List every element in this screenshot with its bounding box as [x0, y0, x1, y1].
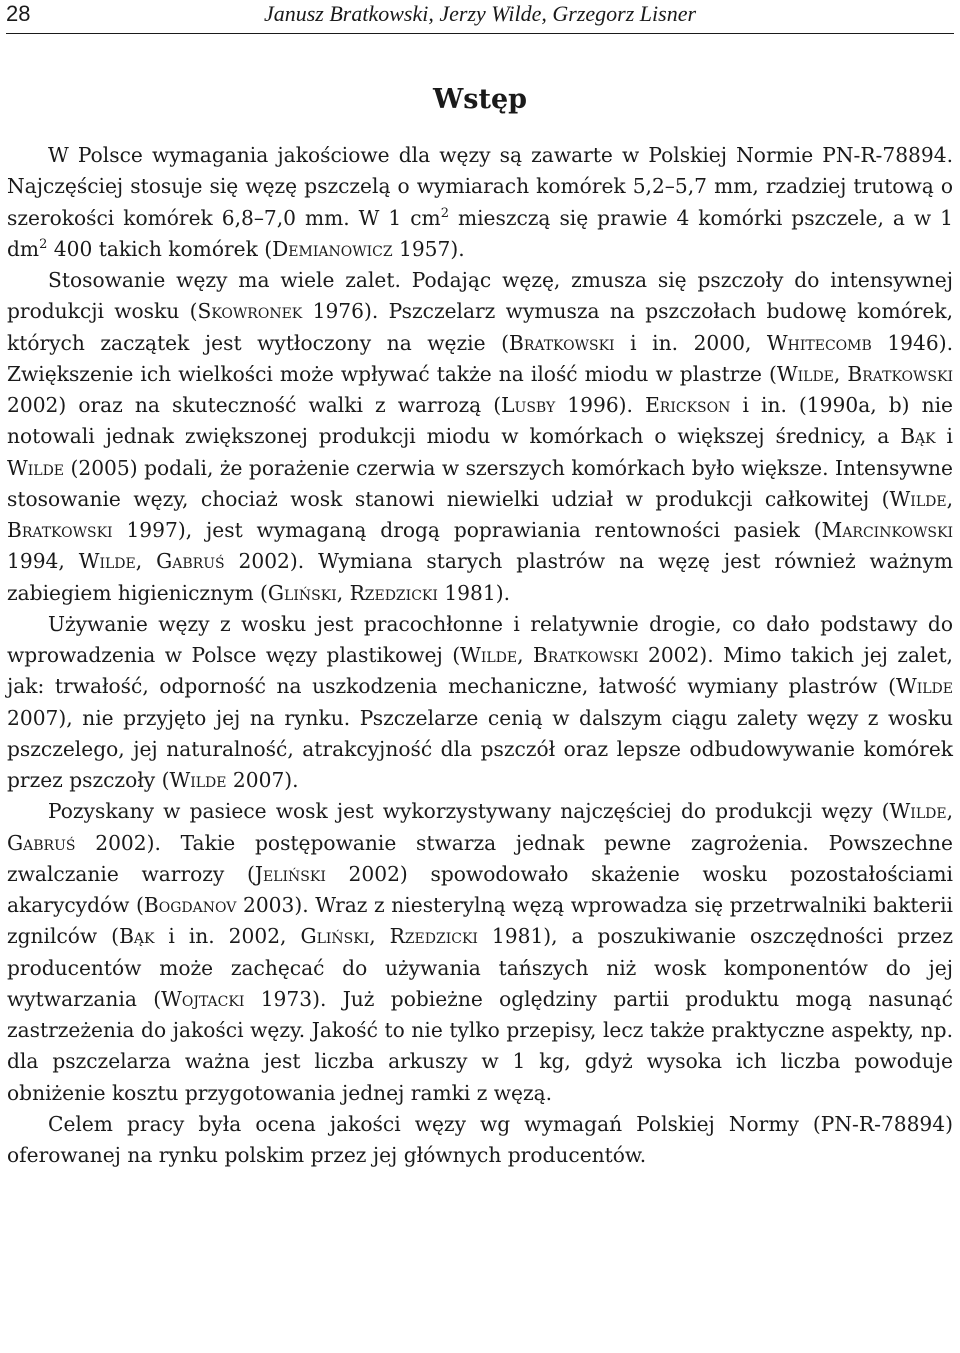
text-run: 2002) oraz na skuteczność walki z warrozą (	[7, 393, 502, 417]
citation-author: Wilde	[460, 643, 518, 667]
citation-author: Bogdanov	[143, 893, 237, 917]
text-run: 1981), a poszukiwanie oszczędności przez producentów może zachęcać do używania tańszych niż wosk komponentów do jej wytwarzania (	[7, 924, 953, 1011]
paragraph	[7, 1109, 953, 1172]
text-run: Celem pracy była ocena jakości węzy wg wymagań Polskiej Normy (PN-R-78894) oferowanej na rynku polskim przez jej głównych producentów.	[7, 1111, 953, 1167]
paragraph	[7, 140, 953, 265]
citation-author: Wilde	[889, 799, 947, 824]
text-run: 2007), nie przyjęto jej na rynku. Pszczelarze cenią w dalszym ciągu zalety węzy z wosku pszczelego, jej naturalność, atrakcyjność dla pszczół oraz lepsze odbudowywanie komórek przez pszczoły (	[7, 705, 953, 792]
citation-author: Gliński	[300, 924, 370, 949]
text-run: ,	[833, 361, 848, 386]
citation-author: Wilde	[169, 768, 227, 792]
paragraph	[7, 609, 953, 797]
text-run: 1981).	[437, 580, 510, 605]
superscript: 2	[440, 205, 449, 221]
text-run: 2007).	[226, 768, 299, 792]
paragraph	[7, 265, 953, 609]
text-run: ,	[946, 486, 953, 511]
text-run: i in. (1990a, b) nie notowali jednak zwiększonej produkcji miodu w komórkach o większej średnicy, a	[7, 393, 953, 449]
citation-author: Wilde	[895, 674, 953, 699]
citation-author: Demianowicz	[272, 236, 393, 261]
text-run: 2002) spowodowało skażenie wosku pozostałościami akarycydów (	[7, 861, 954, 917]
running-header	[6, 0, 954, 30]
text-run: 2002). Mimo takich jej zalet, jak: trwałość, odporność na uszkodzenia mechaniczne, łatwość wymiany plastrów (	[7, 643, 953, 699]
text-run: (2005) podali, że porażenie czerwia w szerszych komórkach było większe. Intensywne stosowanie węzy, chociaż wosk stanowi niewielki udział w produkcji całkowitej (	[7, 455, 953, 511]
citation-author: Gabruś	[7, 830, 76, 855]
citation-author: Erickson	[645, 393, 731, 417]
text-run: ,	[517, 643, 533, 667]
text-run: W Polsce wymagania jakościowe dla węzy są zawarte w Polskiej Normie PN-R-78894. Najczęściej stosuje się węzę pszczelą o wymiarach komórek 5,2–5,7 mm, rzadziej trutową o szerokości komórek 6,8–7,0 mm. W 1 cm	[7, 143, 953, 230]
citation-author: Wojtacki	[161, 986, 245, 1011]
citation-author: Wilde	[776, 361, 834, 386]
citation-author: Marcinkowski	[821, 518, 953, 542]
citation-author: Bratkowski	[7, 518, 113, 542]
text-run: ,	[946, 799, 953, 824]
citation-author: Gliński	[267, 580, 337, 605]
citation-author: Rzedzicki	[349, 580, 438, 605]
text-run: Stosowanie węzy ma wiele zalet. Podając węzę, zmusza się pszczoły do intensywnej produkcji wosku (	[7, 268, 953, 324]
citation-author: Lusby	[501, 393, 556, 417]
text-run: 1996).	[555, 393, 646, 417]
text-run: ,	[135, 549, 157, 574]
text-run: 1997), jest wymaganą drogą poprawiania rentowności pasiek (	[112, 518, 822, 542]
citation-author: Wilde	[78, 549, 136, 574]
header-rule	[6, 33, 954, 34]
citation-author: Whitecomb	[766, 330, 872, 355]
text-run: 1957).	[392, 236, 465, 261]
running-head-authors: Janusz Bratkowski, Jerzy Wilde, Grzegorz Lisner	[263, 1, 697, 26]
text-run: i in. 2000,	[614, 330, 767, 355]
text-run: i in. 2002,	[154, 924, 301, 949]
text-run: 2002). Wymiana starych plastrów na węzę jest również ważnym zabiegiem higienicznym (	[7, 549, 954, 605]
text-run: i	[935, 424, 953, 449]
text-run: 1946). Zwiększenie ich wielkości może wpływać także na ilość miodu w plastrze (	[7, 330, 954, 386]
body-text	[7, 140, 953, 1171]
section-title: Wstęp	[432, 84, 528, 116]
paragraph	[7, 796, 953, 1109]
text-run: 2002). Takie postępowanie stwarza jednak pewne zagrożenia. Powszechne zwalczanie warrozy (	[7, 830, 953, 886]
citation-author: Gabruś	[156, 549, 225, 574]
text-run: mieszczą się prawie 4 komórki pszczele, a w 1 dm	[7, 205, 953, 261]
citation-author: Wilde	[889, 486, 947, 511]
citation-author: Bratkowski	[508, 330, 615, 355]
text-run: ,	[369, 924, 390, 949]
text-run: ,	[336, 580, 350, 605]
text-run: Używanie węzy z wosku jest pracochłonne i relatywnie drogie, co dało podstawy do wprowadzenia w Polsce węzy plastikowej (	[7, 611, 953, 667]
page-number: 28	[6, 1, 31, 26]
text-run: 1976). Pszczelarz wymusza na pszczołach budowę komórek, których zaczątek jest wytłoczony na węzie (	[7, 299, 954, 355]
citation-author: Wilde	[7, 455, 65, 480]
text-run: 2003). Wraz z niesterylną węzą wprowadza się przetrwalniki bakterii zgnilców (	[7, 893, 953, 949]
citation-author: Bratkowski	[532, 643, 639, 667]
superscript: 2	[39, 236, 48, 252]
citation-author: Bratkowski	[847, 361, 953, 386]
citation-author: Bąk	[119, 924, 155, 949]
text-run: 1973). Już pobieżne oględziny partii produktu mogą nasunąć zastrzeżenia do jakości węzy. Jakość to nie tylko przepisy, lecz także praktyczne aspekty, np. dla pszczelarza ważna jest liczba arkuszy w 1 kg, gdyż wysoka ich liczba powoduje obniżenie kosztu przygotowania jednej ramki z węzą.	[7, 986, 953, 1105]
text-run: 1994,	[7, 549, 79, 574]
citation-author: Jeliński	[254, 861, 326, 886]
text-run: Pozyskany w pasiece wosk jest wykorzystywany najczęściej do produkcji węzy (	[48, 799, 890, 824]
citation-author: Rzedzicki	[389, 924, 478, 949]
citation-author: Bąk	[900, 424, 936, 449]
text-run: 400 takich komórek (	[47, 236, 273, 261]
citation-author: Skowronek	[197, 299, 303, 324]
